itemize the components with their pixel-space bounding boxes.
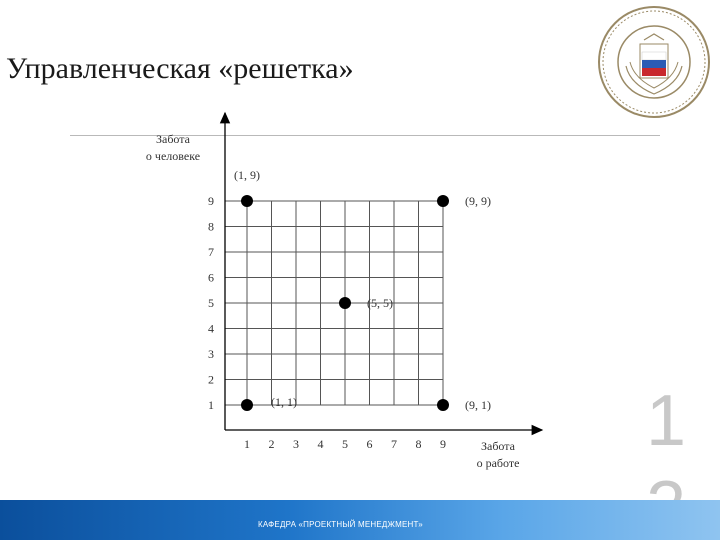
point-label: (9, 1) [465, 398, 491, 412]
x-tick-label: 3 [293, 437, 299, 451]
x-tick-label: 1 [244, 437, 250, 451]
x-tick-label: 2 [268, 437, 275, 451]
grid-point [241, 195, 253, 207]
y-axis-title-line1: Забота [155, 132, 190, 146]
point-label: (5, 5) [367, 296, 393, 310]
page-number: 1 [645, 381, 687, 461]
grid-point [339, 297, 351, 309]
x-tick-label: 4 [317, 437, 324, 451]
y-tick-label: 8 [208, 219, 214, 234]
x-tick-label: 8 [415, 437, 422, 451]
x-axis-title-line1: Забота [480, 439, 515, 453]
grid-point [437, 195, 449, 207]
point-label: (1, 9) [234, 168, 260, 182]
y-tick-label: 5 [208, 296, 214, 310]
grid-point [437, 399, 449, 411]
grid-lines [225, 201, 443, 405]
grid-point [241, 399, 253, 411]
y-tick-label: 4 [208, 321, 214, 336]
y-axis-title [128, 131, 218, 165]
point-label: (1, 1) [271, 395, 297, 409]
y-tick-label: 1 [208, 398, 214, 412]
y-axis-title-line2: о человеке [145, 149, 201, 163]
slide-title: Управленческая «решетка» [6, 52, 354, 85]
y-tick-label: 7 [208, 245, 214, 259]
y-tick-label: 6 [208, 270, 214, 285]
y-tick-label: 9 [208, 194, 214, 208]
x-tick-label: 9 [440, 437, 446, 451]
y-tick-label: 3 [208, 347, 214, 361]
x-axis-title-line2: о работе [476, 456, 520, 470]
footer-text: КАФЕДРА «ПРОЕКТНЫЙ МЕНЕДЖМЕНТ» [258, 520, 423, 529]
x-tick-label: 7 [391, 437, 397, 451]
point-label: (9, 9) [465, 194, 491, 208]
x-axis-title [455, 438, 541, 472]
y-tick-label: 2 [208, 372, 214, 387]
x-tick-label: 5 [342, 437, 348, 451]
x-tick-label: 6 [366, 437, 373, 451]
